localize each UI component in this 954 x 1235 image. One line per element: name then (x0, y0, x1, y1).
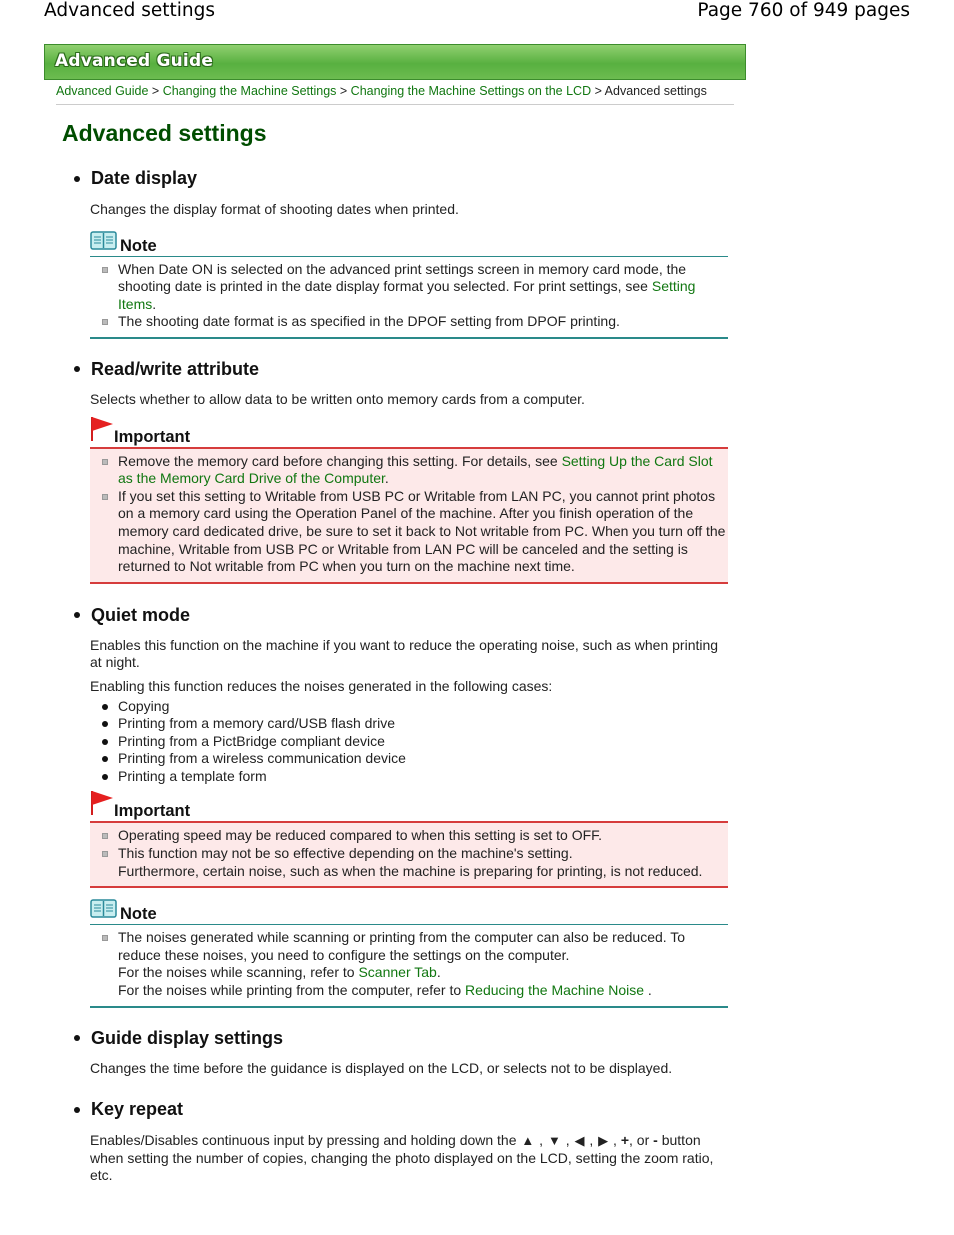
note-book-icon (90, 898, 117, 924)
important-label: Important (114, 802, 191, 821)
note-label: Note (120, 236, 157, 255)
quiet-mode-cases-list (72, 698, 728, 786)
important-flag-icon (90, 416, 114, 447)
page-number: Page 760 of 949 pages (697, 0, 910, 21)
important-box-read-write (90, 421, 728, 584)
banner-label: Advanced Guide (55, 51, 214, 71)
breadcrumb-link-machine-settings[interactable]: Changing the Machine Settings (162, 84, 337, 98)
list-item: Printing a template form (100, 768, 728, 786)
guide-display-desc: Changes the time before the guidance is displayed on the LCD, or selects not to be displayed. (90, 1059, 673, 1076)
left-triangle-icon: ◀ (574, 1133, 585, 1149)
note-box-date (90, 230, 728, 339)
list-item: When Date ON is selected on the advanced print settings screen in memory card mode, the shooting date is printed in the date display format you selected. For print settings, see Setting Items. (100, 261, 728, 314)
breadcrumb-current: Advanced settings (604, 84, 707, 98)
section-heading-guide-display: Guide display settings (72, 1028, 728, 1049)
list-item: Remove the memory card before changing this setting. For details, see Setting Up the Card Slot as the Memory Card Drive of the Computer. (100, 453, 728, 488)
section-heading-key-repeat: Key repeat (72, 1099, 728, 1120)
note-box-quiet-mode (90, 898, 728, 1007)
important-label: Important (114, 427, 191, 446)
plus-button-glyph: + (620, 1132, 630, 1149)
key-repeat-desc: Enables/Disables continuous input by pressing and holding down the ▲ , ▼ , ◀ , ▶ , +, or - button when setting the number of copies, changing the photo displayed on the LCD, setting the zoom ratio, etc. (90, 1132, 714, 1184)
breadcrumb-link-lcd-settings[interactable]: Changing the Machine Settings on the LCD (350, 84, 592, 98)
right-triangle-icon: ▶ (598, 1133, 609, 1149)
list-item: If you set this setting to Writable from USB PC or Writable from LAN PC, you cannot print photos on a memory card using the Operation Panel of the machine. After you finish operation of the memory card dedicated drive, be sure to set it back to Not writable from PC. When you turn off the machine, Writable from USB PC or Writable from LAN PC will be canceled and the setting is returned to Not writable from PC when you turn on the machine next time. (100, 488, 728, 576)
list-item: The noises generated while scanning or printing from the computer can also be reduced. To reduce these noises, you need to configure the settings on the computer. For the noises while scanning, refer to Scanner Tab. For the noises while printing from the computer, refer to Reducing the Machine Noise . (100, 929, 728, 999)
quiet-mode-desc: Enables this function on the machine if you want to reduce the operating noise, such as when printing at night. (90, 636, 719, 671)
note-label: Note (120, 905, 157, 924)
important-flag-icon (90, 790, 114, 821)
quiet-mode-desc-cases: Enabling this function reduces the noises generated in the following cases: (90, 677, 553, 694)
list-item: The shooting date format is as specified in the DPOF setting from DPOF printing. (100, 313, 728, 331)
list-item: Printing from a memory card/USB flash drive (100, 715, 728, 733)
reducing-noise-link[interactable]: Reducing the Machine Noise (465, 982, 645, 999)
breadcrumb: Advanced Guide > Changing the Machine Settings > Changing the Machine Settings on the LCD > Advanced settings (56, 84, 734, 105)
note-book-icon (90, 230, 117, 256)
list-item: Copying (100, 698, 728, 716)
section-heading-read-write: Read/write attribute (72, 359, 728, 380)
date-display-desc: Changes the display format of shooting dates when printed. (90, 201, 459, 217)
read-write-desc: Selects whether to allow data to be written onto memory cards from a computer. (90, 390, 585, 407)
breadcrumb-link-advanced-guide[interactable]: Advanced Guide (56, 84, 149, 98)
header-title: Advanced settings (44, 0, 216, 21)
card-slot-setup-link[interactable]: Setting Up the Card Slot as the Memory Card Drive of the Computer (118, 452, 713, 487)
list-item: Printing from a PictBridge compliant device (100, 733, 728, 751)
section-heading-quiet-mode: Quiet mode (72, 605, 728, 626)
list-item: Operating speed may be reduced compared to when this setting is set to OFF. (100, 827, 728, 845)
down-triangle-icon: ▼ (547, 1133, 561, 1149)
important-box-quiet-mode (90, 795, 728, 888)
list-item: This function may not be so effective depending on the machine's setting. Furthermore, certain noise, such as when the machine is preparing for printing, is not reduced. (100, 845, 728, 880)
page-title: Advanced settings (62, 120, 267, 146)
scanner-tab-link[interactable]: Scanner Tab (358, 964, 437, 981)
setting-items-link[interactable]: Setting Items (118, 278, 696, 312)
main-content (72, 168, 728, 1185)
advanced-guide-banner (44, 44, 746, 80)
list-item: Printing from a wireless communication device (100, 750, 728, 768)
up-triangle-icon: ▲ (521, 1133, 535, 1149)
section-heading-date-display: Date display (72, 168, 728, 189)
minus-button-glyph: - (653, 1132, 658, 1149)
page-header (0, 0, 954, 28)
